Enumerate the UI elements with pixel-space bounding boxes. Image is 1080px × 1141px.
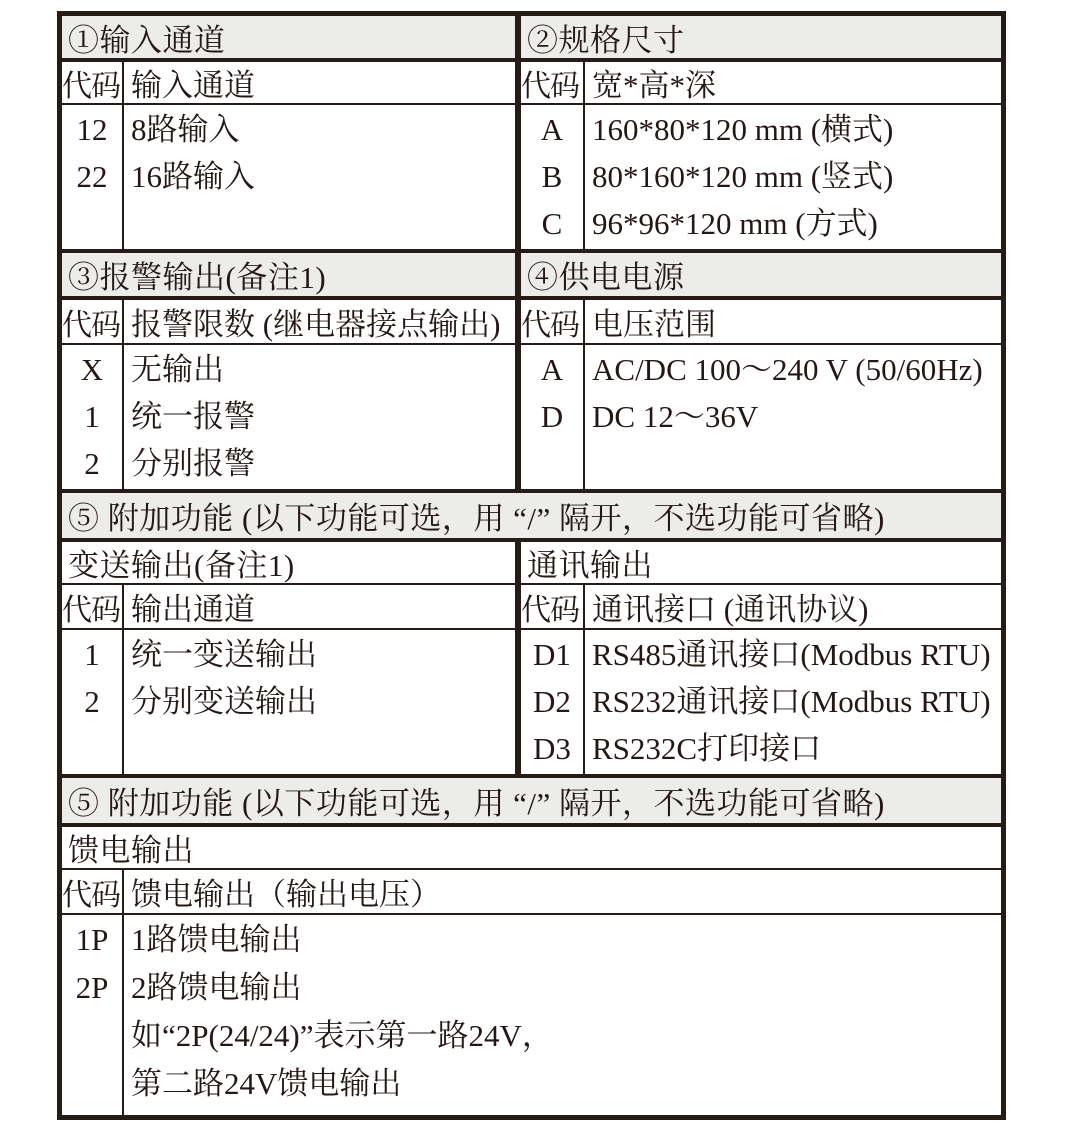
s5a-right-row1-code: D1 [533, 637, 571, 672]
section-header-row-2 [62, 253, 1001, 300]
s5b-code-column [62, 915, 124, 1115]
subheader-row-1 [62, 62, 1001, 105]
s2-row3-desc: 96*96*120 mm (方式) [592, 206, 878, 241]
section3-title: ③报警输出(备注1) [68, 260, 327, 295]
s5a-right-desc-label: 通讯接口 (通讯协议) [592, 592, 869, 627]
s5b-row3-code [62, 1012, 122, 1060]
s5b-row3-desc: 如“2P(24/24)”表示第一路24V， [131, 1018, 553, 1053]
s5a-left-code-label: 代码 [62, 585, 124, 628]
s3-desc-column [124, 345, 515, 489]
s3-row2-desc: 统一报警 [131, 399, 255, 434]
s5a-right-row3-desc: RS232C打印接口 [592, 731, 822, 766]
s3-code-label: 代码 [62, 300, 124, 343]
s2-desc-column [585, 105, 1001, 249]
s5b-row1-code: 1P [75, 922, 109, 957]
data-area-3 [62, 630, 1001, 778]
s3-code-column [62, 345, 124, 489]
s5a-right-code-column [521, 630, 585, 774]
s5a-right-code-label: 代码 [521, 585, 585, 628]
s1-desc-column [124, 105, 515, 249]
s5a-left-title: 变送输出(备注1) [68, 548, 295, 583]
s5a-right-row3-code: D3 [533, 731, 571, 766]
s5a-left-desc-label: 输出通道 [131, 592, 255, 627]
section2-header [521, 16, 1001, 58]
s5a-left-row1-desc: 统一变送输出 [131, 637, 317, 672]
s1-row1-desc: 8路输入 [131, 112, 240, 147]
section4-title: ④供电电源 [527, 260, 685, 295]
s2-row2-code: B [541, 159, 563, 194]
section1-header [62, 16, 521, 58]
s5a-right-title-cell [521, 542, 1001, 583]
s3-row2-code: 1 [84, 399, 100, 434]
s3-row3-desc: 分别报警 [131, 446, 255, 481]
s5a-left-title-cell [62, 542, 521, 583]
s4-code-label: 代码 [521, 300, 585, 343]
s4-code-column [521, 345, 585, 489]
section2-title: ②规格尺寸 [527, 22, 685, 58]
section5b-banner-row [62, 778, 1001, 827]
s1-row2-desc: 16路输入 [131, 159, 255, 194]
subheader-row-4 [62, 870, 1001, 915]
s5b-row4-desc: 第二路24V馈电输出 [131, 1066, 402, 1101]
s5b-row4-code [62, 1060, 122, 1108]
data-area-1 [62, 105, 1001, 253]
s5a-right-row2-desc: RS232通讯接口(Modbus RTU) [592, 684, 991, 719]
section5b-header [62, 778, 1001, 823]
section3-header [62, 253, 521, 296]
s5a-left-desc-column [124, 630, 515, 774]
s1-code-column [62, 105, 124, 249]
s2-row2-desc: 80*160*120 mm (竖式) [592, 159, 894, 194]
s2-row3-code: C [541, 206, 563, 241]
s2-code-column [521, 105, 585, 249]
s4-row1-code: A [540, 352, 564, 387]
s5a-left-row1-code: 1 [84, 637, 100, 672]
s5a-left-row2-desc: 分别变送输出 [131, 684, 317, 719]
s5b-desc-column [124, 915, 1001, 1115]
section4-header [521, 253, 1001, 296]
ordering-code-table [57, 11, 1006, 1120]
s4-row2-desc: DC 12～36V [592, 399, 759, 434]
s5b-row1-desc: 1路馈电输出 [131, 922, 302, 957]
s5a-left-code-column [62, 630, 124, 774]
s5b-title: 馈电输出 [68, 833, 194, 868]
s2-desc-label: 宽*高*深 [592, 68, 716, 103]
s2-row1-code: A [540, 112, 564, 147]
s5a-right-row2-code: D2 [533, 684, 571, 719]
data-area-2 [62, 345, 1001, 493]
s4-desc-label: 电压范围 [592, 307, 716, 342]
s4-row1-desc: AC/DC 100～240 V (50/60Hz) [592, 352, 983, 387]
s4-desc-column [585, 345, 1001, 489]
s5b-row2-code: 2P [75, 970, 109, 1005]
s3-row3-code: 2 [84, 446, 100, 481]
s1-row1-code: 12 [76, 112, 108, 147]
s5a-right-title: 通讯输出 [527, 548, 653, 583]
s5b-code-label: 代码 [62, 870, 124, 913]
s5b-desc-label: 馈电输出（输出电压） [131, 877, 441, 912]
section5b-title: ⑤ 附加功能 (以下功能可选，用 “/” 隔开，不选功能可省略) [68, 786, 885, 821]
s5b-row2-desc: 2路馈电输出 [131, 970, 302, 1005]
s5a-subtitle-row [62, 542, 1001, 585]
s5a-right-desc-column [585, 630, 1001, 774]
s3-row1-code: X [80, 352, 104, 387]
s1-desc-label: 输入通道 [131, 68, 255, 103]
s5b-title-cell [62, 827, 1001, 868]
s5a-right-row1-desc: RS485通讯接口(Modbus RTU) [592, 637, 991, 672]
s1-code-label: 代码 [62, 62, 124, 103]
s3-row1-desc: 无输出 [131, 352, 224, 387]
s1-row2-code: 22 [76, 159, 108, 194]
s5a-left-row2-code: 2 [84, 684, 100, 719]
s2-code-label: 代码 [521, 62, 585, 103]
s3-desc-label: 报警限数 (继电器接点输出) [131, 307, 501, 342]
section-header-row-1 [62, 16, 1001, 62]
data-area-4 [62, 915, 1001, 1115]
s5b-subtitle-row [62, 827, 1001, 870]
s2-row1-desc: 160*80*120 mm (横式) [592, 112, 894, 147]
s4-row2-code: D [540, 399, 564, 434]
section5a-header [62, 493, 1001, 538]
section1-title: ①输入通道 [68, 22, 226, 58]
subheader-row-3 [62, 585, 1001, 630]
subheader-row-2 [62, 300, 1001, 345]
section5a-banner-row [62, 493, 1001, 542]
section5a-title: ⑤ 附加功能 (以下功能可选，用 “/” 隔开，不选功能可省略) [68, 501, 885, 536]
